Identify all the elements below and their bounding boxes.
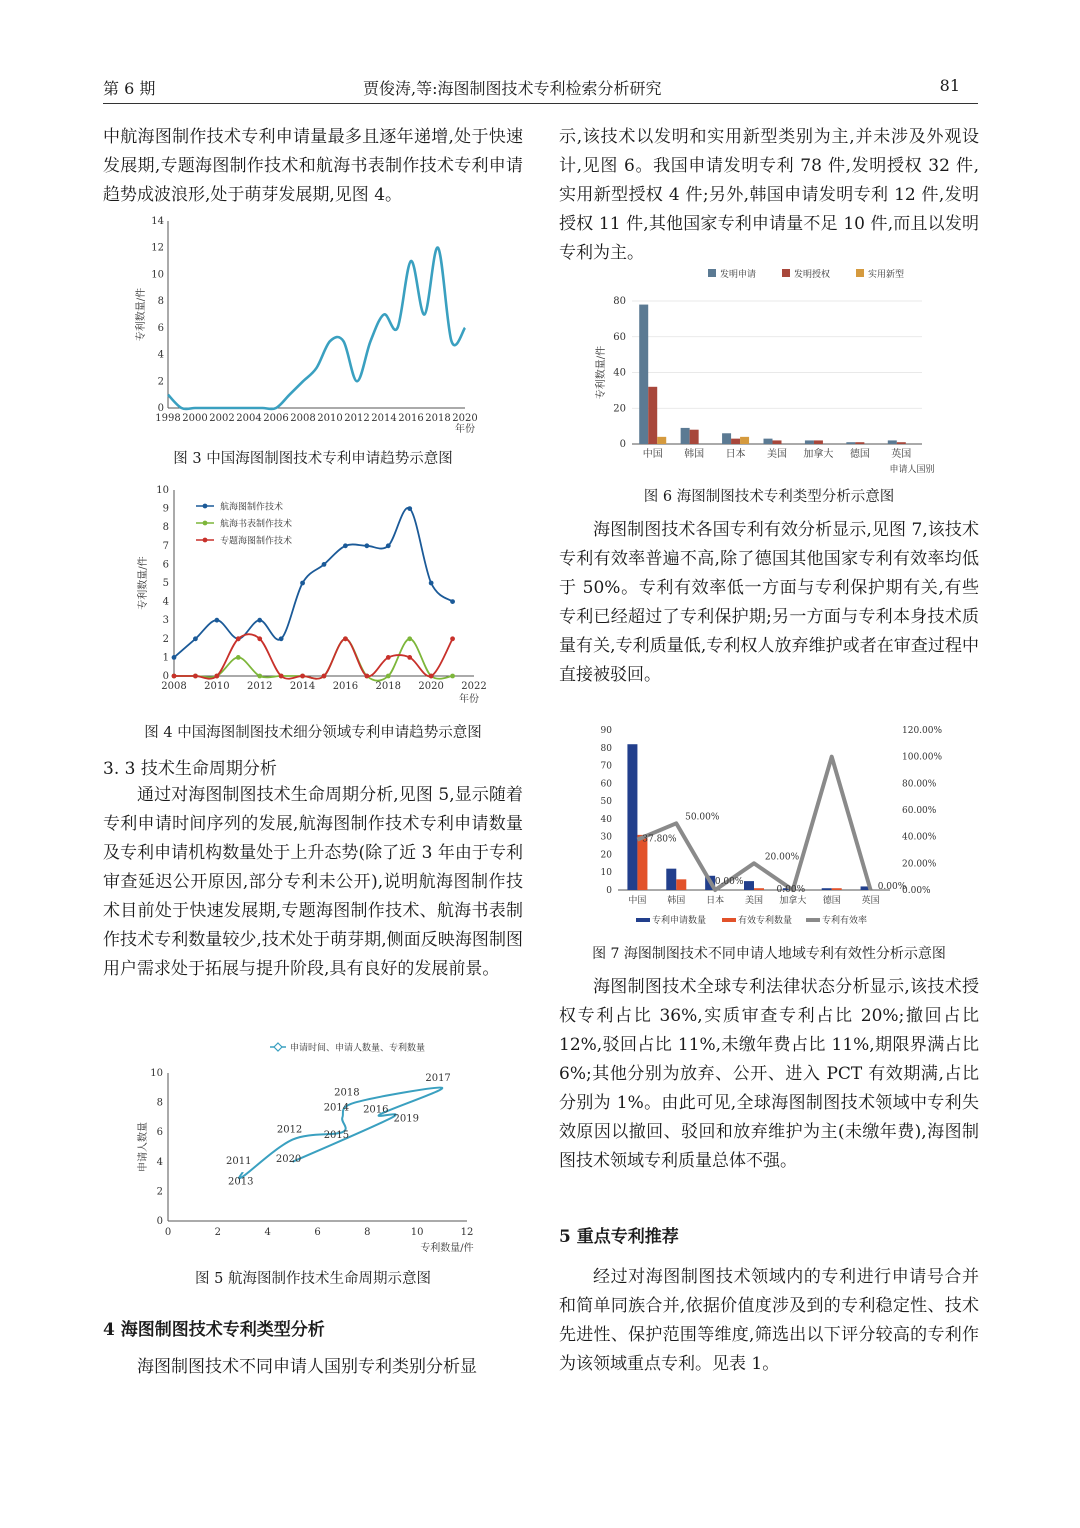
y-tick-label: 14 [151,216,164,227]
x-tick-label: 1998 [155,413,181,424]
series-3-point [450,636,455,641]
series-1-point [322,562,327,567]
x-tick-label: 2016 [332,681,359,692]
point-label: 2018 [334,1087,360,1099]
series-3-point [236,636,241,641]
bar-2 [855,442,864,444]
x-tick-label: 2020 [418,681,444,692]
series-1-point [214,618,219,623]
legend-label-1: 专利申请数量 [652,916,707,926]
point-label: 2019 [393,1113,419,1125]
x-tick-label: 10 [410,1227,424,1238]
series-3-point [407,655,412,660]
y-tick-label: 0 [156,1216,163,1227]
series-3-point [322,674,327,679]
x-axis-label: 年份 [455,424,475,435]
series-3-point [193,674,198,679]
y-tick-label: 40 [613,367,626,379]
legend-marker-3 [203,538,208,543]
y-tick-label: 8 [156,1097,163,1109]
x-tick-label: 英国 [861,896,880,906]
y-tick-label: 60 [613,331,626,343]
point-label: 2017 [425,1072,451,1084]
bar-2 [754,888,764,890]
x-tick-label: 英国 [891,449,912,460]
data-label: 0.00% [877,882,907,892]
bar-2 [690,430,699,444]
legend-label-3: 专题海图制作技术 [220,536,293,547]
fig7-chart [590,715,970,935]
y2-tick-label: 20.00% [902,859,937,870]
series-1-point [343,543,348,548]
series-line-1 [174,508,453,657]
right-para-3: 海图制图技术全球专利法律状态分析显示,该技术授权专利占比 36%,实质审查专利占比 20%;撤回占比 12%,驳回占比 11%,未缴年费占比 11%,期限界满占比 6%;其他分别为放弃、公开、进入 PCT 有效期满,占比分别为 1%。由此可见,全球海图制图技术领域中专利失效原因以撤回、驳回和放弃维护为主(未缴年费),海图制图技术领域专利质量总体不强。 [559,977,979,1171]
x-tick-label: 加拿大 [803,449,834,460]
running-title: 贾俊涛,等:海图制图技术专利检索分析研究 [363,79,662,98]
fig4-chart [130,482,500,712]
series-2-point [236,655,241,660]
y-tick-label: 7 [162,540,169,552]
y2-tick-label: 120.00% [902,726,943,736]
y2-tick-label: 60.00% [902,806,937,816]
x-tick-label: 德国 [822,896,841,906]
bar-1 [639,305,648,444]
y-tick-label: 90 [600,726,612,736]
fig3-caption: 图 3 中国海图制图技术专利申请趋势示意图 [173,451,453,467]
x-tick-label: 2018 [425,413,451,424]
series-3-point [343,636,348,641]
x-axis-label: 专利数量/件 [420,1243,474,1254]
series-1-point [300,581,305,586]
x-tick-label: 2004 [236,413,262,424]
legend-label-3: 实用新型 [868,270,905,280]
x-tick-label: 0 [164,1227,172,1238]
page-number: 81 [939,76,960,95]
series-2-point [450,674,455,679]
fig7-caption: 图 7 海图制图技术不同申请人地域专利有效性分析示意图 [592,946,946,962]
legend-swatch-3 [856,269,864,277]
x-tick-label: 2008 [161,681,187,692]
y-tick-label: 0 [606,886,612,896]
right-para-2: 海图制图技术各国专利有效分析显示,见图 7,该技术专利有效率普遍不高,除了德国其他国家专利有效率均低于 50%。专利有效率低一方面与专利保护期有关,有些专利已经超过了专利保护期;另一方面与专利本身技术质量有关,专利质量低,专利权人放弃维护或者在审查过程中直接被驳回。 [559,520,979,685]
bar-1 [846,442,855,444]
y2-tick-label: 40.00% [902,832,937,843]
x-tick-label: 日本 [706,896,725,906]
x-tick-label: 2014 [371,413,397,424]
left-para-1: 中航海图制作技术专利申请量最多且逐年递增,处于快速发展期,专题海图制作技术和航海书表制作技术专利申请趋势成波浪形,处于萌芽发展期,见图 4。 [103,127,523,205]
series-1-point [429,581,434,586]
y-tick-label: 80 [600,743,612,754]
x-tick-label: 2022 [461,681,487,692]
y-tick-label: 5 [162,578,169,589]
point-label: 2020 [275,1153,302,1165]
y-tick-label: 10 [600,868,612,879]
bar-2 [648,387,657,444]
data-label: 50.00% [685,812,720,823]
running-header [103,70,978,104]
y2-tick-label: 80.00% [902,779,937,790]
series-line-applications [168,248,465,409]
y-axis-label: 申请人数量 [138,1122,149,1172]
series-1-point [257,618,262,623]
series-3-point [429,674,434,679]
y-axis-label: 专利数量/件 [596,345,607,400]
bar-2 [676,879,686,890]
x-tick-label: 2018 [375,681,402,692]
y-tick-label: 6 [156,1127,163,1139]
legend-marker-2 [203,521,208,526]
x-tick-label: 中国 [628,896,647,906]
y-tick-label: 8 [157,296,164,308]
y-tick-label: 10 [156,485,169,496]
bar-2 [832,888,842,890]
x-axis-label: 年份 [459,694,479,705]
point-label: 2016 [363,1104,389,1116]
series-2-point [386,674,391,679]
y-tick-label: 3 [162,615,169,627]
legend-label-3: 专利有效率 [822,916,868,926]
section-4-heading: 4 海图制图技术专利类型分析 [103,1320,325,1340]
y-tick-label: 1 [162,652,169,664]
y-tick-label: 12 [151,242,164,254]
bar-2 [773,440,782,444]
series-3-point [386,655,391,660]
bar-1 [681,428,690,444]
legend-label-1: 发明申请 [720,270,757,280]
point-label: 2014 [323,1102,350,1114]
y-tick-label: 0 [619,439,626,450]
x-tick-label: 2020 [452,413,478,424]
y-tick-label: 40 [600,814,612,825]
x-tick-label: 2002 [209,413,235,424]
y-tick-label: 30 [600,832,612,843]
section-3-3-heading: 3. 3 技术生命周期分析 [103,759,277,779]
issue-label: 第 6 期 [103,79,156,98]
series-3-point [300,674,305,679]
x-tick-label: 2012 [344,413,370,424]
point-label: 2011 [226,1156,252,1168]
y-tick-label: 6 [157,322,164,334]
series-1-point [407,506,412,511]
x-tick-label: 2012 [246,681,273,692]
fig5-chart [130,1037,490,1257]
y-tick-label: 10 [151,269,164,281]
y-tick-label: 60 [600,779,612,790]
left-para-3: 海图制图技术不同申请人国别专利类别分析显 [137,1357,477,1377]
point-label: 2012 [276,1124,303,1136]
fig6-chart [590,263,960,478]
bar-3 [740,437,749,444]
x-tick-label: 2014 [289,681,316,692]
y-tick-label: 4 [156,1156,163,1168]
x-tick-label: 4 [264,1227,271,1238]
y-tick-label: 4 [162,596,169,608]
x-tick-label: 12 [460,1227,474,1238]
y-tick-label: 2 [157,376,164,388]
y2-tick-label: 100.00% [902,752,943,763]
legend-swatch-2 [782,269,790,277]
y-tick-label: 8 [162,522,169,534]
legend-label-2: 有效专利数量 [738,916,793,926]
y-tick-label: 80 [613,296,626,307]
x-tick-label: 韩国 [684,449,705,460]
x-tick-label: 2010 [317,413,343,424]
series-3-point [279,674,284,679]
fig5-caption: 图 5 航海图制作技术生命周期示意图 [195,1271,431,1287]
series-1-point [172,655,177,660]
x-tick-label: 2 [214,1227,222,1238]
bar-1 [822,888,832,890]
bar-1 [666,869,676,890]
y-tick-label: 9 [162,503,169,515]
legend-marker-1 [203,504,208,509]
y-tick-label: 4 [157,349,164,361]
x-tick-label: 2008 [290,413,316,424]
data-label: 20.00% [764,852,800,863]
x-tick-label: 8 [364,1227,371,1238]
y-tick-label: 10 [150,1068,163,1079]
legend-label: 申请时间、申请人数量、专利数量 [290,1043,426,1054]
y-axis-label: 专利数量/件 [136,287,147,342]
x-tick-label: 2006 [263,413,289,424]
y-tick-label: 20 [600,850,612,861]
y-tick-label: 2 [162,633,169,645]
series-1-point [193,636,198,641]
series-3-point [172,674,177,679]
fig6-caption: 图 6 海图制图技术专利类型分析示意图 [643,489,895,505]
right-para-1: 示,该技术以发明和实用新型类别为主,并未涉及外观设计,见图 6。我国申请发明专利 78 件,发明授权 32 件,实用新型授权 4 件;另外,韩国申请发明专利 12 件,发明授权 11 件,其他国家专利申请量不足 10 件,而且以发明专利为主。 [559,127,979,263]
right-para-4: 经过对海图制图技术领域内的专利进行申请号合并和简单同族合并,依据价值度涉及到的专利稳定性、技术先进性、保护范围等维度,筛选出以下评分较高的专利作为该领域重点专利。见表 1。 [559,1267,979,1374]
y2-tick-label: 0.00% [902,886,931,896]
y-tick-label: 6 [162,559,169,571]
y-tick-label: 0 [157,403,164,414]
x-tick-label: 中国 [642,449,663,460]
fig3-chart [130,213,490,443]
legend-swatch-1 [708,269,716,277]
series-2-point [407,636,412,641]
fig4-caption: 图 4 中国海图制图技术细分领域专利申请趋势示意图 [144,725,482,741]
x-tick-label: 2016 [398,413,424,424]
bar-2 [897,442,906,444]
bar-2 [731,439,740,444]
point-label: 2015 [323,1130,350,1142]
bar-3 [657,437,666,444]
series-1-point [386,543,391,548]
series-3-point [214,674,219,679]
legend-label-2: 发明授权 [794,270,831,280]
x-tick-label: 6 [314,1227,321,1238]
bar-1 [627,744,637,890]
data-label: 0.00% [776,885,806,895]
series-3-point [364,674,369,679]
series-3-point [257,636,262,641]
x-tick-label: 2010 [204,681,230,692]
y-tick-label: 2 [156,1186,163,1198]
bar-1 [722,433,731,444]
bar-2 [814,440,823,444]
series-1-point [450,599,455,604]
data-label: 0.00% [714,877,744,887]
header-rule [103,103,978,104]
legend-label-2: 航海书表制作技术 [220,519,293,530]
legend-label-1: 航海图制作技术 [220,502,284,513]
bar-1 [764,439,773,444]
bar-1 [888,440,897,444]
legend-marker [274,1043,282,1051]
section-5-heading: 5 重点专利推荐 [559,1227,679,1247]
x-tick-label: 日本 [725,449,746,460]
y-tick-label: 0 [162,671,169,682]
y-tick-label: 70 [600,761,612,772]
y-axis-label: 专利数量/件 [138,556,149,610]
x-tick-label: 加拿大 [779,896,807,906]
x-axis-label: 申请人国别 [889,465,935,475]
data-label: 37.80% [642,834,677,845]
bar-1 [805,440,814,444]
y-tick-label: 50 [600,797,612,808]
series-1-point [279,636,284,641]
left-para-2: 通过对海图制图技术生命周期分析,见图 5,显示随着专利申请时间序列的发展,航海图制作技术专利申请数量及专利申请机构数量处于上升态势(除了近 3 年由于专利审查延迟公开原因,部分专利未公开),说明航海图制作技术目前处于快速发展期,专题海图制作技术、航海书表制作技术专利数量较少,技术处于萌芽期,侧面反映海图制图用户需求处于拓展与提升阶段,具有良好的发展前景。 [103,785,523,979]
point-label: 2013 [228,1176,254,1188]
x-tick-label: 美国 [744,896,764,906]
y-tick-label: 20 [613,403,626,415]
x-tick-label: 韩国 [667,896,686,906]
series-2-point [257,674,262,679]
x-tick-label: 美国 [767,449,787,460]
x-tick-label: 2000 [182,413,208,424]
series-1-point [364,543,369,548]
x-tick-label: 德国 [849,449,870,460]
bar-1 [744,881,754,890]
